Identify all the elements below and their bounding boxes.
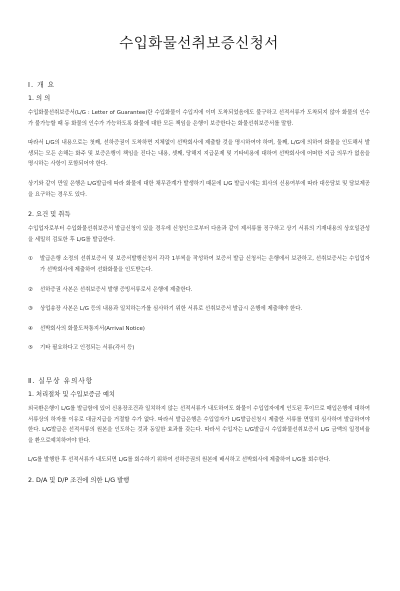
subsection-heading: 2. 요건 및 취득 (28, 211, 71, 219)
item-text: 선박회사의 화물도착통지서(Arrival Notice) (40, 325, 145, 332)
section-heading: Ⅰ. 개 요 (28, 81, 55, 89)
paragraph: 따라서 L/G의 내용으로는 첫째, 선하증권이 도착하면 지체없이 선박회사에 제출할 것을 명시하여야 하며, 둘째, L/G에 의하여 화물을 인도해서 발생되는 모든 손해는 화주 및 보증은행이 책임을 진다는 내용, 셋째, 당해지 지급문제 및 기타비용에 대하여 선박회사에 어떠한 지급 의무가 없음을 명시하는 사항이 포함되어야 한다. (28, 140, 370, 168)
list-item (28, 285, 370, 296)
paragraph: L/G를 발행한 후 선적서류가 내도되면 L/G를 회수하기 위하여 선하증권의 원본에 배서하고 선박회사에 제출하여 L/G를 회수한다. (28, 457, 331, 464)
paragraph: 상기와 같이 만일 은행은 L/G발급에 따라 화물에 대한 채무관계가 발생하기 때문에 L/G 발급시에는 회사의 신용여부에 따라 대응담보 및 담보제공을 요구하는 경우도 있다. (28, 180, 370, 198)
subsection-heading: 1. 처리절차 및 수입보증금 예치 (28, 390, 116, 398)
section-spacer (28, 363, 370, 375)
list-item (28, 304, 370, 315)
list-item (28, 324, 370, 335)
list-item (28, 343, 370, 354)
item-marker: ③ (28, 306, 33, 313)
paragraph: 외국환은행이 L/G를 발급함에 있어 신용장조건과 일치하지 않는 선적서류가 내도하여도 화물이 수입업자에게 인도된 후이므로 매입은행에 대하여 서류상의 하자를 이유로 대금지급을 거절할 수가 없다. 따라서 발급은행은 수입업자가 L/G발급신청시 제출한 서류를 면밀히 심사하여 발급하여야 한다. L/G발급은 선적서류의 원본을 인도하는 것과 동일한 효과를 갖는다. 따라서 수입자는 L/G발급시 수입화물선취보증서 L/G 금액의 일정비율을 환으로예치하여야 한다. (28, 405, 370, 444)
item-text: 선하증권 사본은 선취보증서 발행 증빙서류로서 은행에 제출한다. (40, 286, 193, 293)
item-marker: ④ (28, 325, 33, 332)
subsection-heading: 2. D/A 및 D/P 조건에 의한 L/G 발행 (28, 476, 130, 484)
section-heading: Ⅱ. 실무상 유의사항 (28, 376, 94, 385)
paragraph: 수입화물선취보증서(L/G : Letter of Guarantee)란 수입화물이 수입지에 이미 도착되었음에도 불구하고 선적서류가 도착되지 않아 화물의 인수가 불가능할 때 동 화물의 인수가 가능하도록 화물에 대한 모든 책임을 은행이 보증한다는 화물선취보증서를 말함. (28, 110, 370, 127)
item-marker: ② (28, 286, 33, 293)
item-marker: ① (28, 256, 33, 263)
section-practice-notes (28, 375, 370, 484)
item-text: 기타 필요하다고 인정되는 서류(각서 등) (40, 345, 135, 352)
subsection-heading: 1. 의 의 (28, 95, 51, 102)
section-overview (28, 79, 370, 354)
item-marker: ⑤ (28, 345, 33, 352)
document-title: 수입화물선취보증신청서 (119, 36, 279, 52)
list-item (28, 254, 370, 275)
paragraph: 수입업자로부터 수입화물선취보증서 발급신청이 있을 경우에 신청인으로부터 다음과 같이 제서류를 징구하고 상기 서류의 기재내용의 상호일관성을 세밀히 검토한 후 L/G를 발급한다. (28, 226, 370, 243)
item-text: 상업송장 사본은 L/G 등의 내용과 일치하는가를 심사하기 위한 서류로 선취보증서 발급시 은행에 제출해야 한다. (40, 306, 303, 313)
item-text: 발급은행 소정의 선취보증서 및 보증서발행신청서 각각 1부씩을 작성하여 보증서 발급 신청서는 은행에서 보관하고, 선취보증서는 수입업자가 선박회사에 제출하여 선화화물을 인도받는다. (40, 256, 370, 273)
